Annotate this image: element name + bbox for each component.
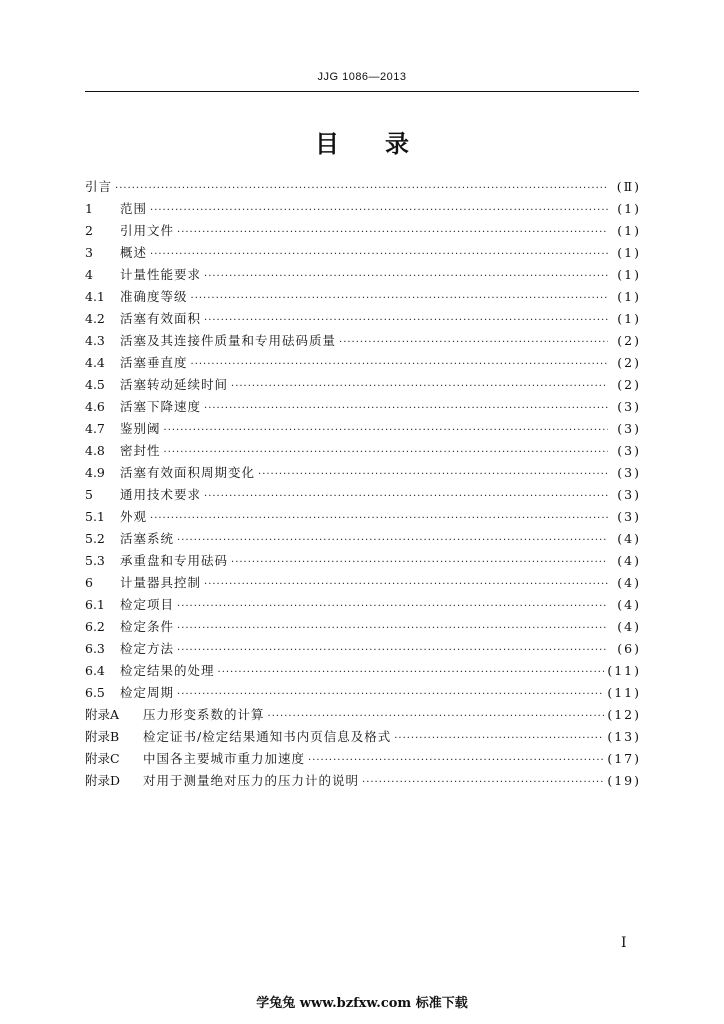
toc-entry-number: 4 [85,267,93,282]
toc-leader-dots [204,310,608,332]
toc-entry-number: 4.4 [85,355,105,370]
toc-entry-number: 6.5 [85,685,105,700]
toc-entry-number: 附录A [85,707,120,722]
toc-entry-page: (3) [617,443,641,458]
toc-entry-page: (Ⅱ) [616,179,641,194]
table-of-contents [85,176,641,792]
toc-entry-number: 6.3 [85,641,105,656]
toc-entry[interactable] [85,528,641,550]
toc-leader-dots [339,332,608,354]
toc-entry[interactable] [85,286,641,308]
toc-entry-page: (3) [617,421,641,436]
toc-entry-title: 计量器具控制 [120,575,202,590]
toc-leader-dots [150,200,608,222]
toc-entry-title: 准确度等级 [120,289,188,304]
toc-entry-number: 4.9 [85,465,105,480]
toc-entry-title: 检定方法 [120,641,175,656]
header-divider [85,91,639,92]
toc-leader-dots [115,178,608,200]
toc-entry-title: 外观 [120,509,148,524]
toc-entry-title: 检定证书/检定结果通知书内页信息及格式 [143,729,392,744]
toc-entry-number: 5.3 [85,553,105,568]
toc-entry-page: (3) [617,487,641,502]
toc-entry-number: 2 [85,223,93,238]
toc-entry-title: 密封性 [120,443,161,458]
toc-entry[interactable] [85,572,641,594]
toc-entry[interactable] [85,440,641,462]
toc-entry-page: (2) [617,355,641,370]
toc-entry-page: (1) [617,289,641,304]
toc-entry-page: (12) [607,707,641,722]
toc-entry-title: 活塞有效面积 [120,311,202,326]
toc-entry-page: (19) [607,773,641,788]
toc-entry-title: 概述 [120,245,148,260]
toc-entry-page: (1) [617,201,641,216]
toc-entry-page: (1) [617,311,641,326]
toc-entry-page: (11) [607,685,641,700]
toc-entry-number: 4.3 [85,333,105,348]
toc-leader-dots [308,750,604,772]
toc-entry[interactable] [85,506,641,528]
toc-leader-dots [231,376,608,398]
toc-entry[interactable] [85,242,641,264]
toc-leader-dots [150,508,608,530]
toc-entry-page: (2) [617,377,641,392]
toc-entry-title: 对用于测量绝对压力的压力计的说明 [143,773,360,788]
toc-entry-title: 范围 [120,201,148,216]
toc-entry-number: 4.6 [85,399,105,414]
toc-entry[interactable] [85,418,641,440]
toc-entry-number: 6.2 [85,619,105,634]
toc-entry-title: 检定周期 [120,685,175,700]
page-title: 目录 [315,129,455,158]
toc-entry-number: 4.7 [85,421,105,436]
toc-entry[interactable] [85,198,641,220]
toc-entry-page: (4) [617,597,641,612]
toc-entry-page: (2) [617,333,641,348]
toc-entry-title: 通用技术要求 [120,487,202,502]
toc-leader-dots [204,574,608,596]
standard-code-header: JJG 1086—2013 [317,71,407,83]
toc-entry[interactable] [85,638,641,660]
toc-leader-dots [191,354,608,376]
toc-entry-number: 4.5 [85,377,105,392]
toc-entry-title: 检定条件 [120,619,175,634]
toc-leader-dots [177,618,608,640]
toc-entry-number: 4.1 [85,289,105,304]
toc-leader-dots [204,266,608,288]
toc-entry-title: 中国各主要城市重力加速度 [143,751,306,766]
toc-entry-title: 活塞垂直度 [120,355,188,370]
toc-entry-title: 计量性能要求 [120,267,202,282]
toc-entry-title: 检定项目 [120,597,175,612]
toc-entry-number: 4.8 [85,443,105,458]
toc-entry-title: 引言 [85,179,113,194]
toc-entry-number: 附录B [85,729,120,744]
toc-leader-dots [177,222,608,244]
toc-entry[interactable] [85,308,641,330]
toc-entry-number: 3 [85,245,93,260]
toc-leader-dots [177,684,604,706]
toc-entry-number: 6 [85,575,93,590]
toc-entry[interactable] [85,704,641,726]
toc-entry-page: (4) [617,531,641,546]
toc-leader-dots [204,398,608,420]
toc-entry[interactable] [85,726,641,748]
toc-entry[interactable] [85,594,641,616]
toc-entry-title: 活塞系统 [120,531,175,546]
toc-entry-title: 活塞及其连接件质量和专用砝码质量 [120,333,337,348]
toc-entry-number: 6.4 [85,663,105,678]
toc-entry-page: (3) [617,399,641,414]
toc-entry[interactable] [85,352,641,374]
toc-entry-page: (6) [617,641,641,656]
toc-entry-number: 附录C [85,751,120,766]
toc-entry-page: (1) [617,223,641,238]
toc-entry-title: 活塞下降速度 [120,399,202,414]
toc-leader-dots [164,420,608,442]
toc-entry-number: 附录D [85,773,121,788]
toc-leader-dots [268,706,605,728]
toc-entry[interactable] [85,264,641,286]
page-folio: I [621,935,627,951]
toc-entry[interactable] [85,176,641,198]
toc-entry-number: 4.2 [85,311,105,326]
toc-leader-dots [204,486,608,508]
toc-leader-dots [258,464,608,486]
toc-entry-title: 压力形变系数的计算 [143,707,265,722]
toc-entry-page: (17) [607,751,641,766]
toc-entry-page: (3) [617,465,641,480]
toc-entry-title: 鉴别阈 [120,421,161,436]
toc-entry[interactable] [85,484,641,506]
toc-entry-number: 6.1 [85,597,105,612]
toc-entry-page: (11) [607,663,641,678]
toc-leader-dots [191,288,608,310]
toc-entry-title: 活塞转动延续时间 [120,377,229,392]
toc-leader-dots [218,662,605,684]
toc-entry-number: 5.2 [85,531,105,546]
toc-entry-title: 引用文件 [120,223,175,238]
toc-entry[interactable] [85,682,641,704]
toc-entry-page: (4) [617,575,641,590]
toc-leader-dots [177,530,608,552]
toc-leader-dots [394,728,604,750]
toc-leader-dots [150,244,608,266]
toc-entry-page: (1) [617,245,641,260]
toc-entry-number: 5 [85,487,93,502]
toc-entry-page: (4) [617,553,641,568]
toc-entry-page: (13) [607,729,641,744]
toc-entry-title: 活塞有效面积周期变化 [120,465,256,480]
toc-entry[interactable] [85,748,641,770]
toc-entry[interactable] [85,616,641,638]
toc-entry[interactable] [85,462,641,484]
toc-entry-number: 1 [85,201,93,216]
toc-entry[interactable] [85,550,641,572]
toc-entry-page: (3) [617,509,641,524]
toc-entry[interactable] [85,330,641,352]
toc-leader-dots [231,552,608,574]
toc-entry[interactable] [85,220,641,242]
toc-entry[interactable] [85,396,641,418]
toc-entry-title: 检定结果的处理 [120,663,215,678]
toc-entry-title: 承重盘和专用砝码 [120,553,229,568]
toc-entry-number: 5.1 [85,509,105,524]
toc-entry[interactable] [85,660,641,682]
toc-entry[interactable] [85,770,641,792]
toc-entry-page: (4) [617,619,641,634]
toc-leader-dots [164,442,608,464]
toc-leader-dots [177,596,608,618]
toc-leader-dots [362,772,604,794]
footer-watermark: 学兔兔 www.bzfxw.com 标准下载 [256,996,468,1011]
toc-entry[interactable] [85,374,641,396]
toc-leader-dots [177,640,608,662]
toc-entry-page: (1) [617,267,641,282]
